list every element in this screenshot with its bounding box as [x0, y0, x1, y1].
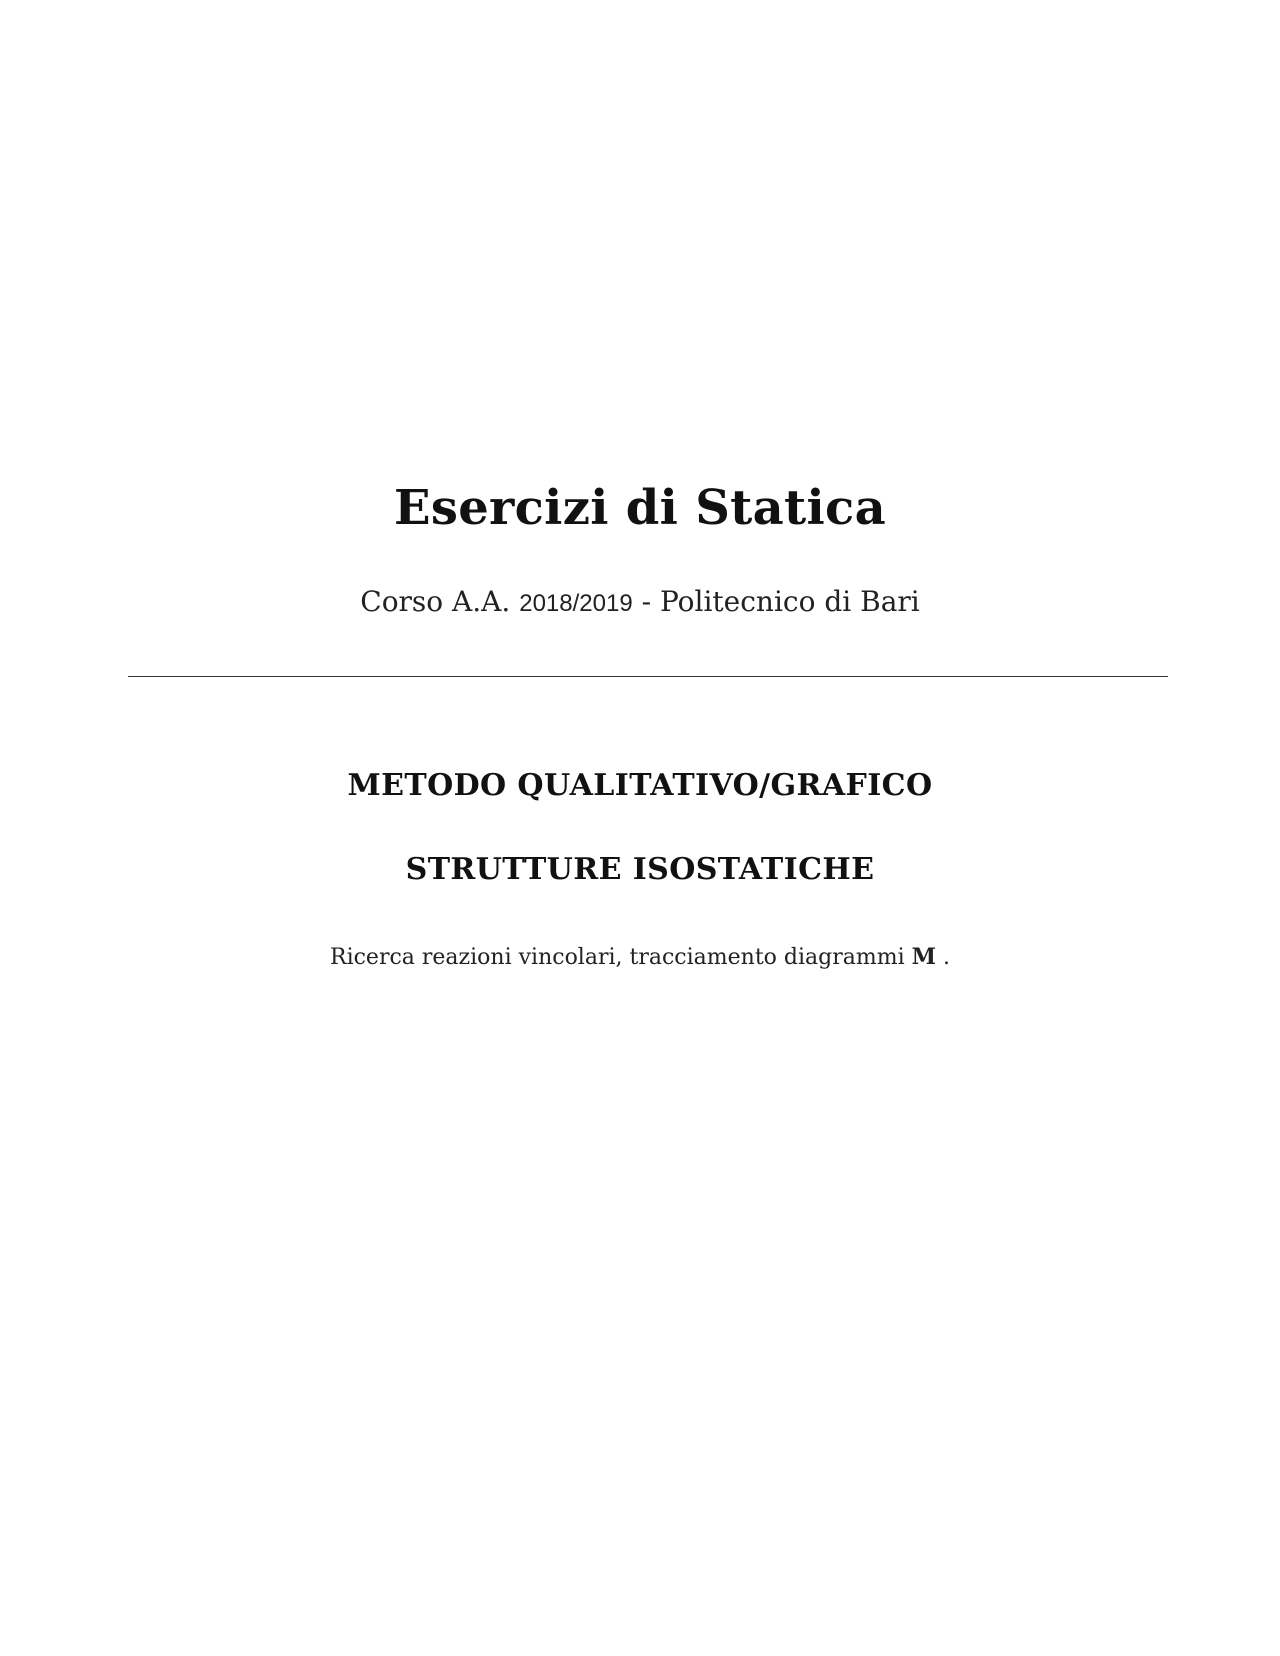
course-prefix: Corso A.A. [360, 585, 511, 618]
section-heading-structures: STRUTTURE ISOSTATICHE [405, 852, 875, 887]
document-subtitle [0, 582, 1280, 624]
document-title: Esercizi di Statica [394, 480, 886, 536]
description-text: Ricerca reazioni vincolari, tracciamento diagrammi [330, 945, 905, 970]
description-emphasis: M [911, 944, 936, 970]
horizontal-divider [128, 676, 1168, 677]
section-heading-method: METODO QUALITATIVO/GRAFICO [347, 768, 933, 803]
academic-years: 2018/2019 [519, 590, 633, 617]
document-description [0, 942, 1280, 973]
description-end: . [942, 945, 950, 970]
institution: - Politecnico di Bari [641, 585, 920, 618]
